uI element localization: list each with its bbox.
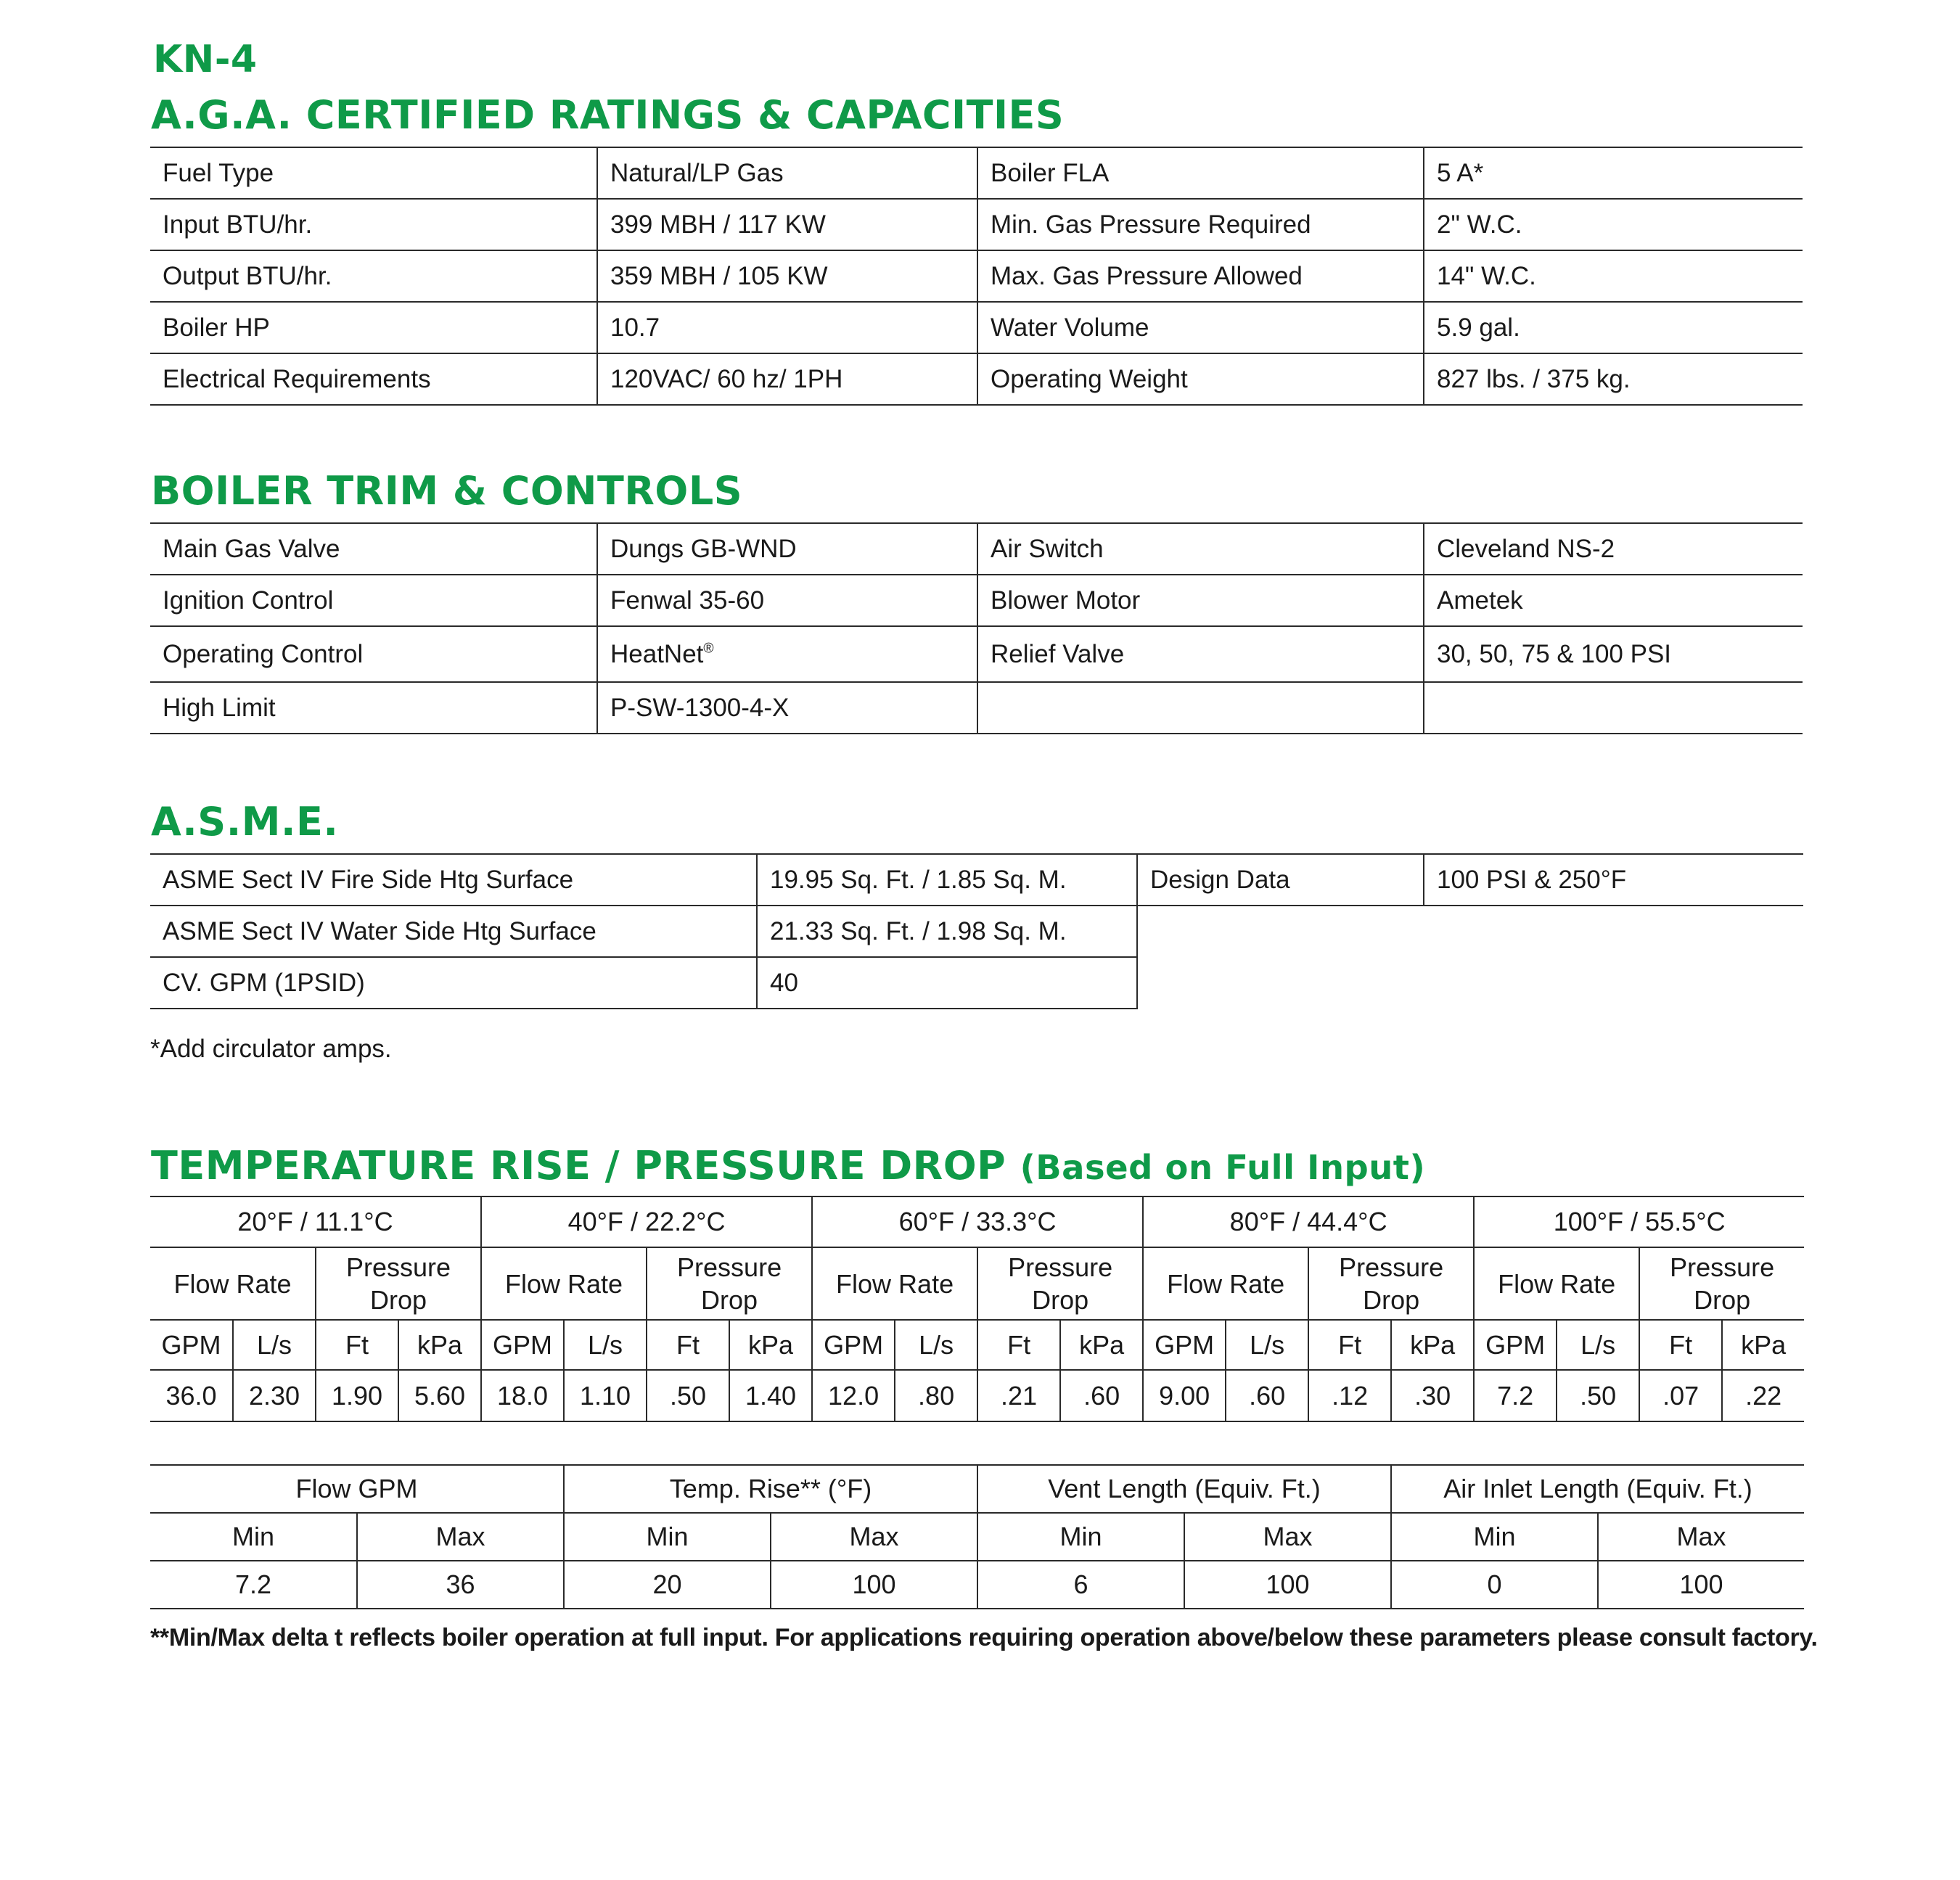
table-cell: Dungs GB-WND (597, 523, 977, 575)
asme-table (150, 853, 1803, 1009)
max-header: Max (771, 1513, 977, 1561)
table-cell (597, 626, 977, 682)
table-cell: Main Gas Valve (150, 523, 597, 575)
table-cell: .21 (977, 1370, 1060, 1421)
max-header: Max (1598, 1513, 1804, 1561)
table-cell: Min. Gas Pressure Required (977, 199, 1424, 250)
unit-header: L/s (1557, 1320, 1639, 1370)
table-cell: 18.0 (481, 1370, 564, 1421)
table-cell: 0 (1391, 1561, 1598, 1609)
heatnet-label: HeatNet (610, 639, 704, 668)
trim-table (150, 522, 1803, 734)
table-cell: 6 (977, 1561, 1184, 1609)
table-row (150, 199, 1803, 250)
pressure-drop-header: Pressure Drop (647, 1247, 812, 1320)
table-cell: Water Volume (977, 302, 1424, 353)
table-cell: P-SW-1300-4-X (597, 682, 977, 734)
temp-group-header: 100°F / 55.5°C (1474, 1196, 1804, 1247)
table-cell: 100 (1184, 1561, 1391, 1609)
table-cell: Relief Valve (977, 626, 1424, 682)
unit-header: kPa (1722, 1320, 1804, 1370)
unit-header: L/s (564, 1320, 647, 1370)
pressure-drop-header: Pressure Drop (1308, 1247, 1474, 1320)
table-row (150, 302, 1803, 353)
unit-header: GPM (1143, 1320, 1226, 1370)
flow-rate-header: Flow Rate (1474, 1247, 1639, 1320)
unit-header: kPa (1391, 1320, 1474, 1370)
table-cell: 20 (564, 1561, 771, 1609)
table-cell: 399 MBH / 117 KW (597, 199, 977, 250)
table-cell: 14" W.C. (1424, 250, 1803, 302)
table-cell: 36 (357, 1561, 564, 1609)
table-cell: 359 MBH / 105 KW (597, 250, 977, 302)
table-row (150, 626, 1803, 682)
table-cell: 9.00 (1143, 1370, 1226, 1421)
table-cell: 36.0 (150, 1370, 233, 1421)
table-cell (1424, 957, 1803, 1009)
table-cell: Cleveland NS-2 (1424, 523, 1803, 575)
table-cell: Operating Weight (977, 353, 1424, 405)
flow-rate-header: Flow Rate (481, 1247, 647, 1320)
unit-header: Ft (977, 1320, 1060, 1370)
table-cell: 2.30 (233, 1370, 316, 1421)
table-cell: 1.10 (564, 1370, 647, 1421)
table-cell: Design Data (1137, 854, 1424, 906)
table-cell: .60 (1226, 1370, 1308, 1421)
temp-value-row (150, 1370, 1804, 1421)
max-header: Max (1184, 1513, 1391, 1561)
min-header: Min (977, 1513, 1184, 1561)
unit-header: kPa (398, 1320, 481, 1370)
table-cell (1424, 906, 1803, 957)
table-row (150, 682, 1803, 734)
limits-value-row (150, 1561, 1804, 1609)
table-cell: 120VAC/ 60 hz/ 1PH (597, 353, 977, 405)
table-cell: Natural/LP Gas (597, 147, 977, 199)
max-header: Max (357, 1513, 564, 1561)
unit-header: Ft (647, 1320, 729, 1370)
table-cell: Electrical Requirements (150, 353, 597, 405)
limits-header: Air Inlet Length (Equiv. Ft.) (1391, 1465, 1804, 1513)
temp-group-header: 60°F / 33.3°C (812, 1196, 1143, 1247)
table-cell: Input BTU/hr. (150, 199, 597, 250)
table-cell: ASME Sect IV Fire Side Htg Surface (150, 854, 757, 906)
table-cell: 100 (1598, 1561, 1804, 1609)
table-cell: 5.60 (398, 1370, 481, 1421)
table-row (150, 957, 1803, 1009)
unit-header: kPa (729, 1320, 812, 1370)
model-title: KN-4 (153, 38, 258, 81)
table-cell: Output BTU/hr. (150, 250, 597, 302)
table-cell: 19.95 Sq. Ft. / 1.85 Sq. M. (757, 854, 1137, 906)
table-row (150, 147, 1803, 199)
unit-header: L/s (233, 1320, 316, 1370)
table-cell (1137, 906, 1424, 957)
table-cell: 1.40 (729, 1370, 812, 1421)
table-cell: Max. Gas Pressure Allowed (977, 250, 1424, 302)
unit-header: GPM (481, 1320, 564, 1370)
temperature-rise-table (150, 1196, 1804, 1422)
table-cell: 30, 50, 75 & 100 PSI (1424, 626, 1803, 682)
limits-header: Vent Length (Equiv. Ft.) (977, 1465, 1391, 1513)
unit-header: GPM (812, 1320, 895, 1370)
delta-t-footnote: **Min/Max delta t reflects boiler operation at full input. For applications requiring operation above/below these parameters please consult factory. (150, 1624, 1818, 1651)
table-cell: Fenwal 35-60 (597, 575, 977, 626)
min-header: Min (564, 1513, 771, 1561)
temp-group-header: 40°F / 22.2°C (481, 1196, 812, 1247)
unit-header: L/s (1226, 1320, 1308, 1370)
temp-section-title (151, 1143, 1425, 1189)
table-cell: .22 (1722, 1370, 1804, 1421)
table-cell: 7.2 (1474, 1370, 1557, 1421)
table-cell: 12.0 (812, 1370, 895, 1421)
table-cell: .07 (1639, 1370, 1722, 1421)
table-cell: 7.2 (150, 1561, 357, 1609)
table-cell: .30 (1391, 1370, 1474, 1421)
table-cell: Boiler HP (150, 302, 597, 353)
unit-header: GPM (1474, 1320, 1557, 1370)
table-row (150, 353, 1803, 405)
unit-header: kPa (1060, 1320, 1143, 1370)
table-cell: .50 (647, 1370, 729, 1421)
table-cell: Ametek (1424, 575, 1803, 626)
table-cell: 2" W.C. (1424, 199, 1803, 250)
pressure-drop-header: Pressure Drop (1639, 1247, 1804, 1320)
table-cell: .80 (895, 1370, 977, 1421)
unit-header: GPM (150, 1320, 233, 1370)
table-row (150, 906, 1803, 957)
pressure-drop-header: Pressure Drop (316, 1247, 481, 1320)
temp-group-header: 80°F / 44.4°C (1143, 1196, 1474, 1247)
flow-rate-header: Flow Rate (150, 1247, 316, 1320)
table-cell: Operating Control (150, 626, 597, 682)
table-cell: 40 (757, 957, 1137, 1009)
table-cell (1424, 682, 1803, 734)
table-cell: .12 (1308, 1370, 1391, 1421)
unit-header: Ft (1308, 1320, 1391, 1370)
table-cell: 5 A* (1424, 147, 1803, 199)
temp-title-sub: (Based on Full Input) (1020, 1148, 1426, 1187)
table-cell: High Limit (150, 682, 597, 734)
unit-header: Ft (1639, 1320, 1722, 1370)
table-cell: Air Switch (977, 523, 1424, 575)
trim-section-title: BOILER TRIM & CONTROLS (151, 468, 743, 514)
table-cell: 10.7 (597, 302, 977, 353)
table-row (150, 250, 1803, 302)
table-cell: .50 (1557, 1370, 1639, 1421)
temp-group-row (150, 1196, 1804, 1247)
unit-header: Ft (316, 1320, 398, 1370)
table-cell: 100 (771, 1561, 977, 1609)
ratings-section-title: A.G.A. CERTIFIED RATINGS & CAPACITIES (151, 92, 1065, 138)
operating-limits-table (150, 1464, 1804, 1609)
table-row (150, 523, 1803, 575)
temp-group-header: 20°F / 11.1°C (150, 1196, 481, 1247)
limits-header: Temp. Rise** (°F) (564, 1465, 977, 1513)
table-cell: 827 lbs. / 375 kg. (1424, 353, 1803, 405)
pressure-drop-header: Pressure Drop (977, 1247, 1143, 1320)
min-header: Min (1391, 1513, 1598, 1561)
temp-subheader-row (150, 1247, 1804, 1320)
temp-title-main: TEMPERATURE RISE / PRESSURE DROP (151, 1143, 1006, 1189)
limits-header-row (150, 1465, 1804, 1513)
table-cell: Blower Motor (977, 575, 1424, 626)
table-cell: 1.90 (316, 1370, 398, 1421)
table-cell: ASME Sect IV Water Side Htg Surface (150, 906, 757, 957)
min-header: Min (150, 1513, 357, 1561)
flow-rate-header: Flow Rate (812, 1247, 977, 1320)
table-row (150, 575, 1803, 626)
table-row (150, 854, 1803, 906)
limits-minmax-row (150, 1513, 1804, 1561)
limits-header: Flow GPM (150, 1465, 564, 1513)
circulator-amps-note: *Add circulator amps. (150, 1035, 392, 1063)
flow-rate-header: Flow Rate (1143, 1247, 1308, 1320)
temp-unit-row (150, 1320, 1804, 1370)
table-cell: 21.33 Sq. Ft. / 1.98 Sq. M. (757, 906, 1137, 957)
registered-mark: ® (703, 641, 714, 657)
table-cell: 100 PSI & 250°F (1424, 854, 1803, 906)
asme-section-title: A.S.M.E. (151, 799, 339, 845)
table-cell: Fuel Type (150, 147, 597, 199)
table-cell: Ignition Control (150, 575, 597, 626)
table-cell: Boiler FLA (977, 147, 1424, 199)
table-cell (977, 682, 1424, 734)
table-cell (1137, 957, 1424, 1009)
table-cell: CV. GPM (1PSID) (150, 957, 757, 1009)
table-cell: 5.9 gal. (1424, 302, 1803, 353)
unit-header: L/s (895, 1320, 977, 1370)
ratings-table (150, 147, 1803, 406)
table-cell: .60 (1060, 1370, 1143, 1421)
